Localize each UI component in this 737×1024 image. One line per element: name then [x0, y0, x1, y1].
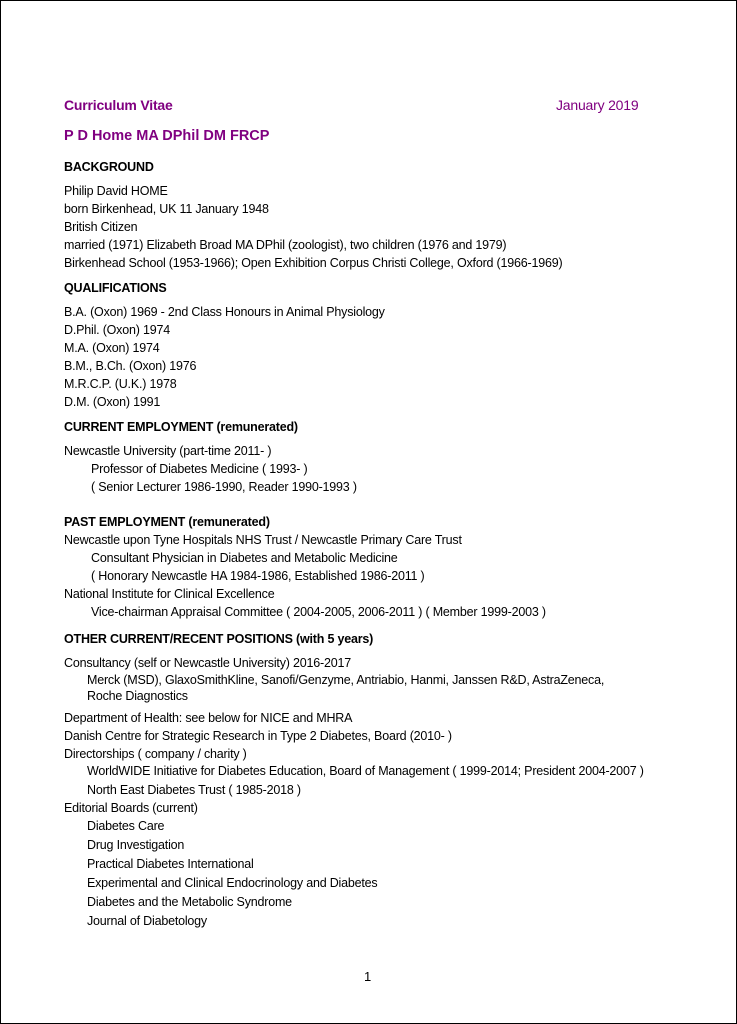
- qualification-line: D.M. (Oxon) 1991: [64, 395, 161, 409]
- qualification-line: M.R.C.P. (U.K.) 1978: [64, 377, 177, 391]
- person-name-heading: P D Home MA DPhil DM FRCP: [64, 128, 270, 144]
- qualification-line: B.M., B.Ch. (Oxon) 1976: [64, 359, 197, 373]
- background-line: British Citizen: [64, 220, 138, 234]
- past-employer: National Institute for Clinical Excellence: [64, 587, 275, 601]
- past-employment-heading: PAST EMPLOYMENT (remunerated): [64, 515, 270, 529]
- qualification-line: B.A. (Oxon) 1969 - 2nd Class Honours in Animal Physiology: [64, 305, 385, 319]
- qualification-line: D.Phil. (Oxon) 1974: [64, 323, 170, 337]
- directorship-item: WorldWIDE Initiative for Diabetes Education, Board of Management ( 1999-2014; President 2004-2007 ): [87, 764, 644, 778]
- past-employer: Newcastle upon Tyne Hospitals NHS Trust / Newcastle Primary Care Trust: [64, 533, 462, 547]
- background-line: married (1971) Elizabeth Broad MA DPhil (zoologist), two children (1976 and 1979): [64, 238, 507, 252]
- background-heading: BACKGROUND: [64, 160, 154, 174]
- danish-centre-line: Danish Centre for Strategic Research in Type 2 Diabetes, Board (2010- ): [64, 729, 452, 743]
- past-employment-section: [64, 513, 664, 621]
- qualifications-heading: QUALIFICATIONS: [64, 281, 167, 295]
- consultancy-list: Merck (MSD), GlaxoSmithKline, Sanofi/Genzyme, Antriabio, Hanmi, Janssen R&D, AstraZeneca, Roche Diagnostics: [87, 673, 605, 703]
- other-positions-section: [64, 630, 664, 931]
- past-role: ( Honorary Newcastle HA 1984-1986, Established 1986-2011 ): [91, 569, 425, 583]
- directorships-line: Directorships ( company / charity ): [64, 747, 247, 761]
- doh-line: Department of Health: see below for NICE and MHRA: [64, 711, 353, 725]
- directorship-item: North East Diabetes Trust ( 1985-2018 ): [87, 783, 301, 797]
- qualification-line: M.A. (Oxon) 1974: [64, 341, 160, 355]
- editorial-board-item: Journal of Diabetology: [87, 914, 207, 928]
- consultancy-line: Consultancy (self or Newcastle University) 2016-2017: [64, 656, 351, 670]
- past-role: Vice-chairman Appraisal Committee ( 2004-2005, 2006-2011 ) ( Member 1999-2003 ): [91, 605, 546, 619]
- current-employer: Newcastle University (part-time 2011- ): [64, 444, 272, 458]
- editorial-board-item: Experimental and Clinical Endocrinology and Diabetes: [87, 876, 378, 890]
- past-role: Consultant Physician in Diabetes and Metabolic Medicine: [91, 551, 398, 565]
- editorial-board-item: Practical Diabetes International: [87, 857, 254, 871]
- qualifications-section: [64, 279, 664, 411]
- background-section: [64, 158, 664, 272]
- current-role: ( Senior Lecturer 1986-1990, Reader 1990-1993 ): [91, 480, 357, 494]
- editorial-board-item: Diabetes Care: [87, 819, 165, 833]
- background-line: born Birkenhead, UK 11 January 1948: [64, 202, 269, 216]
- document-title: Curriculum Vitae: [64, 97, 173, 113]
- other-positions-heading: OTHER CURRENT/RECENT POSITIONS (with 5 years): [64, 632, 374, 646]
- current-employment-section: [64, 418, 664, 496]
- current-role: Professor of Diabetes Medicine ( 1993- ): [91, 462, 308, 476]
- editorial-board-item: Drug Investigation: [87, 838, 185, 852]
- editorial-board-item: Diabetes and the Metabolic Syndrome: [87, 895, 292, 909]
- background-line: Birkenhead School (1953-1966); Open Exhibition Corpus Christi College, Oxford (1966-1969): [64, 256, 563, 270]
- current-employment-heading: CURRENT EMPLOYMENT (remunerated): [64, 420, 298, 434]
- background-line: Philip David HOME: [64, 184, 168, 198]
- page-number: 1: [364, 969, 372, 984]
- editorial-boards-line: Editorial Boards (current): [64, 801, 198, 815]
- document-date: January 2019: [556, 97, 639, 113]
